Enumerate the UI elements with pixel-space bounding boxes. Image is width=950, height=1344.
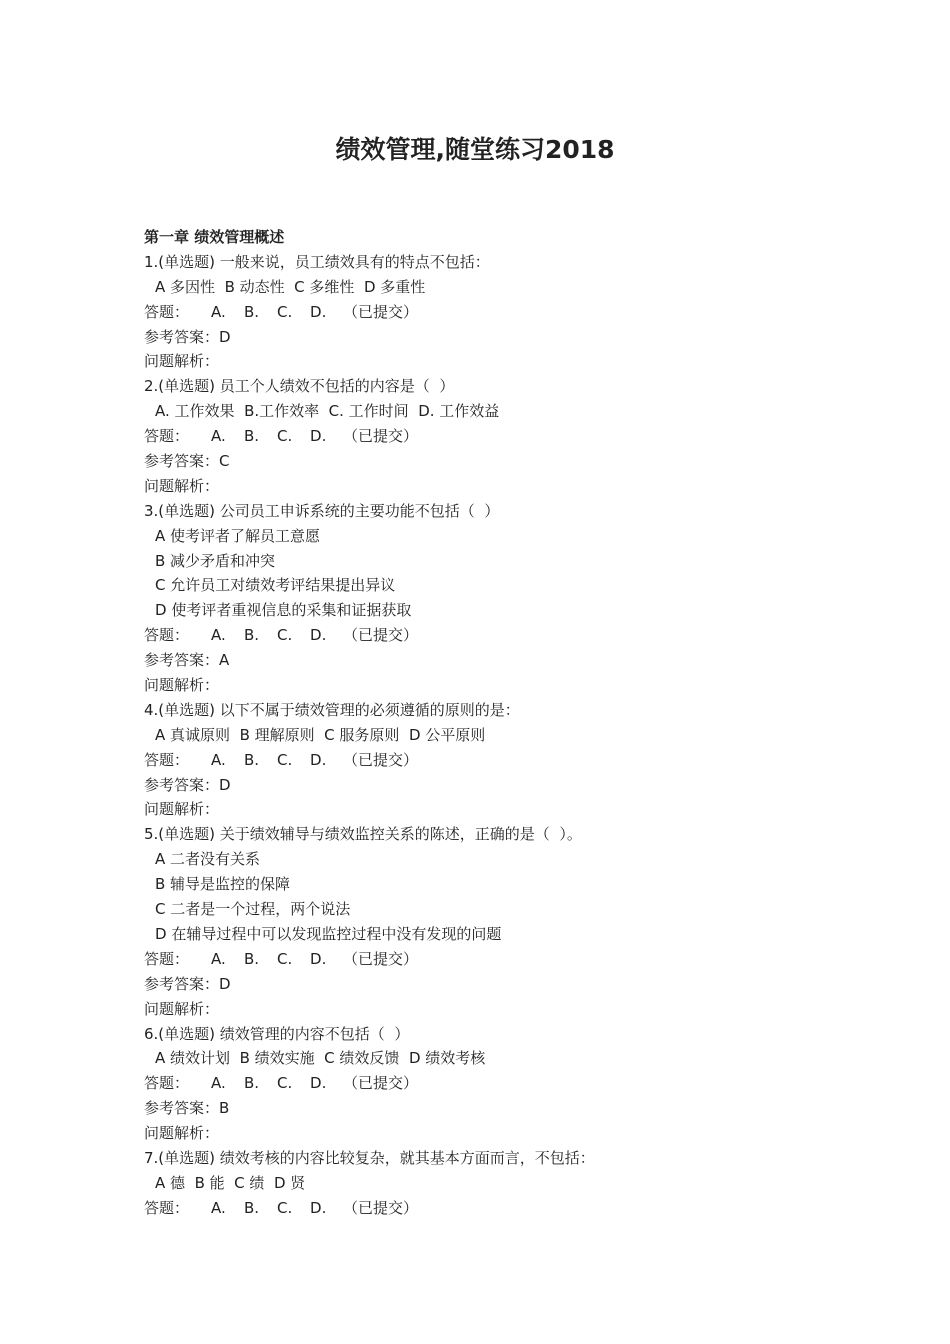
answer-choice-b[interactable]: B. [244, 427, 260, 446]
answer-row[interactable] [144, 1071, 844, 1096]
answer-row[interactable] [144, 300, 844, 325]
analysis-label: 问题解析： [144, 352, 220, 371]
submitted-status: （已提交） [343, 302, 419, 321]
document-body [144, 225, 844, 1221]
answer-choice-d[interactable]: D. [310, 750, 327, 769]
question-text: 7.(单选题) 绩效考核的内容比较复杂，就其基本方面而言，不包括： [144, 1148, 595, 1167]
answer-choice-b[interactable]: B. [244, 1074, 260, 1093]
option-line: A 绩效计划 B 绩效实施 C 绩效反馈 D 绩效考核 [155, 1049, 486, 1068]
answer-choice-a[interactable]: A. [211, 302, 226, 321]
submitted-status: （已提交） [343, 427, 419, 446]
answer-label: 答题： [144, 1198, 190, 1217]
answer-choices [189, 947, 418, 972]
answer-choice-b[interactable]: B. [244, 626, 260, 645]
question-text: 1.(单选题) 一般来说，员工绩效具有的特点不包括： [144, 252, 490, 271]
answer-label: 答题： [144, 949, 190, 968]
question-text: 3.(单选题) 公司员工申诉系统的主要功能不包括（ ） [144, 501, 500, 520]
answer-choices [189, 1071, 418, 1096]
answer-choices [189, 424, 418, 449]
analysis-label: 问题解析： [144, 999, 220, 1018]
submitted-status: （已提交） [343, 750, 419, 769]
answer-choice-b[interactable]: B. [244, 1198, 260, 1217]
answer-choices [189, 623, 418, 648]
answer-row[interactable] [144, 1196, 844, 1221]
answer-choices [189, 1196, 418, 1221]
answer-row[interactable] [144, 623, 844, 648]
reference-answer: 参考答案：D [144, 775, 231, 794]
answer-choice-c[interactable]: C. [277, 750, 293, 769]
reference-answer: 参考答案：A [144, 651, 230, 670]
option-line: D 在辅导过程中可以发现监控过程中没有发现的问题 [155, 924, 502, 943]
reference-answer: 参考答案：D [144, 974, 231, 993]
analysis-label: 问题解析： [144, 800, 220, 819]
answer-label: 答题： [144, 1074, 190, 1093]
answer-label: 答题： [144, 750, 190, 769]
reference-answer: 参考答案：D [144, 327, 231, 346]
answer-choice-a[interactable]: A. [211, 626, 226, 645]
question-text: 6.(单选题) 绩效管理的内容不包括（ ） [144, 1024, 410, 1043]
option-line: B 减少矛盾和冲突 [155, 551, 276, 570]
answer-choice-d[interactable]: D. [310, 626, 327, 645]
submitted-status: （已提交） [343, 1074, 419, 1093]
answer-choice-a[interactable]: A. [211, 750, 226, 769]
answer-choice-b[interactable]: B. [244, 302, 260, 321]
option-line: D 使考评者重视信息的采集和证据获取 [155, 601, 412, 620]
option-line: A 二者没有关系 [155, 850, 261, 869]
answer-choice-a[interactable]: A. [211, 1074, 226, 1093]
question-text: 4.(单选题) 以下不属于绩效管理的必须遵循的原则的是： [144, 700, 520, 719]
analysis-label: 问题解析： [144, 676, 220, 695]
answer-choice-c[interactable]: C. [277, 427, 293, 446]
question-text: 5.(单选题) 关于绩效辅导与绩效监控关系的陈述，正确的是（ ）。 [144, 825, 582, 844]
answer-choice-d[interactable]: D. [310, 949, 327, 968]
option-line: B 辅导是监控的保障 [155, 875, 291, 894]
reference-answer: 参考答案：C [144, 452, 230, 471]
answer-choice-c[interactable]: C. [277, 302, 293, 321]
answer-choices [189, 300, 418, 325]
submitted-status: （已提交） [343, 949, 419, 968]
chapter-heading: 第一章 绩效管理概述 [144, 228, 285, 246]
answer-choice-c[interactable]: C. [277, 1074, 293, 1093]
answer-choice-d[interactable]: D. [310, 1074, 327, 1093]
answer-row[interactable] [144, 424, 844, 449]
answer-label: 答题： [144, 626, 190, 645]
answer-label: 答题： [144, 302, 190, 321]
analysis-label: 问题解析： [144, 476, 220, 495]
option-line: A 多因性 B 动态性 C 多维性 D 多重性 [155, 277, 426, 296]
document-title: 绩效管理,随堂练习2018 [335, 135, 615, 164]
answer-choice-d[interactable]: D. [310, 427, 327, 446]
answer-choice-d[interactable]: D. [310, 1198, 327, 1217]
option-line: A 真诚原则 B 理解原则 C 服务原则 D 公平原则 [155, 725, 486, 744]
option-line: A 使考评者了解员工意愿 [155, 526, 321, 545]
answer-choices [189, 748, 418, 773]
answer-choice-a[interactable]: A. [211, 427, 226, 446]
question-text: 2.(单选题) 员工个人绩效不包括的内容是（ ） [144, 377, 455, 396]
answer-choice-a[interactable]: A. [211, 949, 226, 968]
analysis-label: 问题解析： [144, 1124, 220, 1143]
option-line: A 德 B 能 C 绩 D 贤 [155, 1173, 306, 1192]
submitted-status: （已提交） [343, 626, 419, 645]
option-line: A. 工作效果 B.工作效率 C. 工作时间 D. 工作效益 [155, 402, 500, 421]
answer-choice-c[interactable]: C. [277, 626, 293, 645]
submitted-status: （已提交） [343, 1198, 419, 1217]
answer-choice-a[interactable]: A. [211, 1198, 226, 1217]
answer-row[interactable] [144, 748, 844, 773]
option-line: C 允许员工对绩效考评结果提出异议 [155, 576, 396, 595]
answer-choice-c[interactable]: C. [277, 1198, 293, 1217]
answer-label: 答题： [144, 427, 190, 446]
reference-answer: 参考答案：B [144, 1099, 230, 1118]
answer-row[interactable] [144, 947, 844, 972]
answer-choice-d[interactable]: D. [310, 302, 327, 321]
answer-choice-b[interactable]: B. [244, 949, 260, 968]
option-line: C 二者是一个过程，两个说法 [155, 900, 351, 919]
answer-choice-b[interactable]: B. [244, 750, 260, 769]
answer-choice-c[interactable]: C. [277, 949, 293, 968]
